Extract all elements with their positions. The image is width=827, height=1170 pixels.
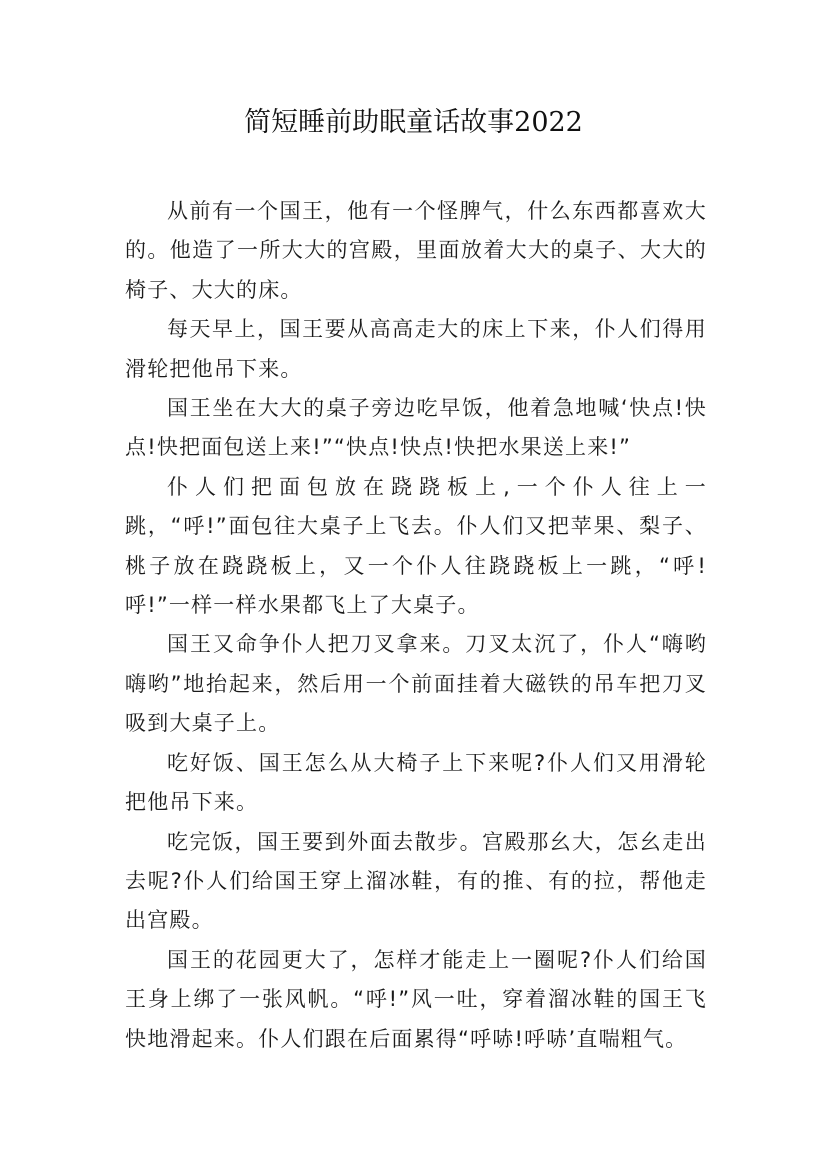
paragraph: 每天早上，国王要从高高走大的床上下来，仆人们得用滑轮把他吊下来。 (125, 317, 707, 381)
paragraph: 吃完饭，国王要到外面去散步。宫殿那幺大，怎幺走出去呢?仆人们给国王穿上溜冰鞋，有的推、有的拉，帮他走出宫殿。 (125, 829, 707, 933)
paragraph: 仆人们把面包放在跷跷板上,一个仆人往上一跳，“呼!”面包往大桌子上飞去。仆人们又把苹果、梨子、桃子放在跷跷板上，又一个仆人往跷跷板上一跳，“呼!呼!”一样一样水果都飞上了大桌子。 (125, 474, 707, 618)
paragraph: 国王的花园更大了，怎样才能走上一圈呢?仆人们给国王身上绑了一张风帆。“呼!”风一吐，穿着溜冰鞋的国王飞快地滑起来。仆人们跟在后面累得“呼哧!呼哧’直喘粗气。 (125, 947, 707, 1051)
paragraph: 从前有一个国王，他有一个怪脾气，什么东西都喜欢大的。他造了一所大大的宫殿，里面放着大大的桌子、大大的椅子、大大的床。 (125, 199, 707, 302)
paragraph: 国王又命争仆人把刀叉拿来。刀叉太沉了，仆人“嗨哟嗨哟”地抬起来，然后用一个前面挂着大磁铁的吊车把刀叉吸到大桌子上。 (125, 632, 707, 736)
document-body (125, 192, 707, 1059)
document-title: 简短睡前助眠童话故事2022 (244, 107, 583, 138)
paragraph: 国王坐在大大的桌子旁边吃早饭，他着急地喊‘快点!快点!快把面包送上来!”“快点!快点!快把水果送上来!” (125, 396, 707, 460)
paragraph: 吃好饭、国王怎么从大椅子上下来呢?仆人们又用滑轮把他吊下来。 (125, 750, 707, 815)
